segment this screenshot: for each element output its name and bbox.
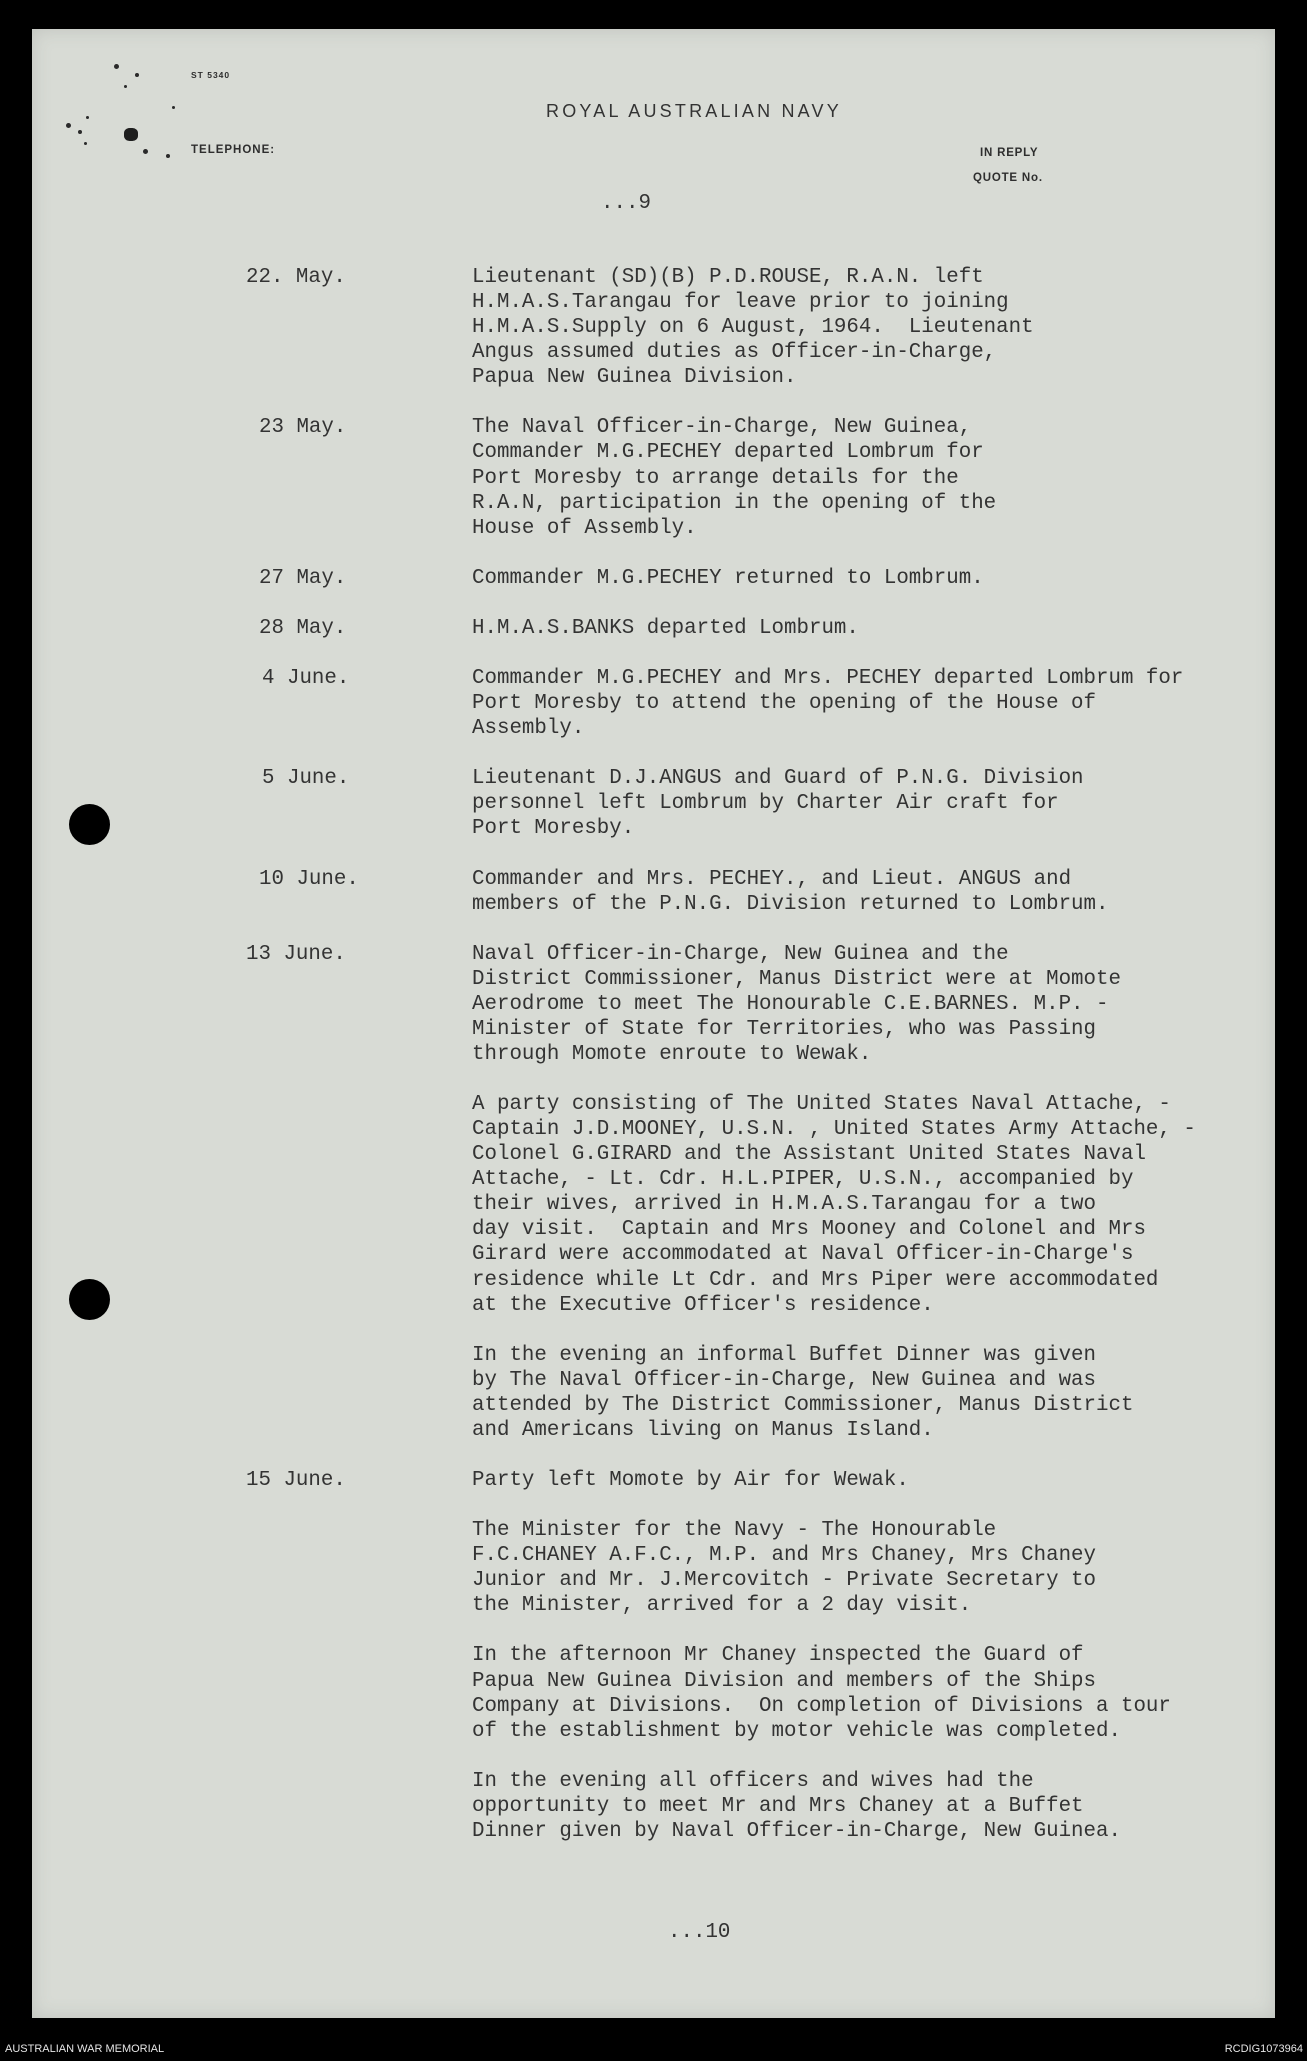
log-entry [32, 415, 1275, 540]
entry-paragraph [472, 1468, 1275, 1493]
text-line: the Minister, arrived for a 2 day visit. [472, 1594, 972, 1618]
text-line: Party left Momote by Air for Wewak. [472, 1469, 909, 1492]
text-line: Colonel G.GIRARD and the Assistant United States Naval [472, 1143, 1146, 1167]
text-line: In the evening an informal Buffet Dinner was given [472, 1343, 1097, 1367]
entry-date: 13 June. [246, 942, 346, 966]
text-line: Naval Officer-in-Charge, New Guinea and the [472, 942, 1009, 966]
log-entry [32, 666, 1275, 741]
entry-paragraph [472, 766, 1275, 841]
text-line: through Momote enroute to Wewak. [472, 1042, 872, 1066]
text-line: their wives, arrived in H.M.A.S.Tarangau for a two [472, 1193, 1097, 1217]
telephone-label: TELEPHONE: [191, 144, 276, 156]
text-line: Commander M.G.PECHEY and Mrs. PECHEY departed Lombrum for [472, 667, 1184, 690]
entry-paragraph [472, 566, 1275, 591]
entry-paragraph [472, 942, 1275, 1067]
letterhead-title: ROYAL AUSTRALIAN NAVY [546, 101, 842, 121]
log-entry [32, 616, 1275, 641]
text-line: F.C.CHANEY A.F.C., M.P. and Mrs Chaney, Mrs Chaney [472, 1544, 1097, 1568]
text-line: Commander M.G.PECHEY returned to Lombrum. [472, 566, 984, 590]
entry-paragraph [472, 666, 1275, 741]
log-entry [32, 1468, 1275, 1844]
entry-paragraph [472, 1343, 1275, 1443]
text-line: at the Executive Officer's residence. [472, 1293, 934, 1317]
text-line: The Naval Officer-in-Charge, New Guinea, [472, 416, 972, 440]
log-entry [32, 867, 1275, 917]
text-line: Captain J.D.MOONEY, U.S.N. , United States Army Attache, - [472, 1118, 1196, 1142]
entry-date: 4 June. [262, 667, 350, 690]
log-entries [32, 265, 1275, 1869]
text-line: In the afternoon Mr Chaney inspected the Guard of [472, 1644, 1084, 1668]
text-line: Papua New Guinea Division and members of the Ships [472, 1669, 1097, 1693]
text-line: Assembly. [472, 717, 585, 741]
punch-hole-upper [69, 804, 110, 845]
entry-date: 23 May. [259, 416, 347, 440]
text-line: Dinner given by Naval Officer-in-Charge, New Guinea. [472, 1819, 1121, 1843]
entry-date: 10 June. [259, 867, 359, 891]
text-line: R.A.N, participation in the opening of the [472, 491, 997, 515]
punch-hole-lower [69, 1279, 110, 1320]
text-line: District Commissioner, Manus District were at Momote [472, 967, 1121, 991]
text-line: Papua New Guinea Division. [472, 366, 797, 390]
entry-date: 5 June. [262, 767, 350, 791]
text-line: Port Moresby to attend the opening of the House of [472, 692, 1097, 716]
log-entry [32, 766, 1275, 841]
text-line: attended by The District Commissioner, Manus District [472, 1393, 1134, 1417]
page-continuation-marker: ...10 [668, 1921, 731, 1944]
text-line: H.M.A.S.Supply on 6 August, 1964. Lieutenant [472, 316, 1034, 340]
text-line: day visit. Captain and Mrs Mooney and Colonel and Mrs [472, 1218, 1146, 1242]
text-line: House of Assembly. [472, 516, 697, 540]
text-line: The Minister for the Navy - The Honourable [472, 1519, 997, 1543]
archive-reference: RCDIG1073964 [1224, 2043, 1303, 2055]
text-line: Lieutenant D.J.ANGUS and Guard of P.N.G. Division [472, 767, 1084, 791]
text-line: and Americans living on Manus Island. [472, 1418, 934, 1442]
text-line: Junior and Mr. J.Mercovitch - Private Secretary to [472, 1569, 1097, 1593]
text-line: H.M.A.S.Tarangau for leave prior to joining [472, 291, 1009, 315]
text-line: Port Moresby to arrange details for the [472, 466, 959, 490]
entry-paragraph [472, 1092, 1275, 1318]
form-number: ST 5340 [191, 70, 231, 80]
text-line: Minister of State for Territories, who was Passing [472, 1017, 1097, 1041]
text-line: A party consisting of The United States Naval Attache, - [472, 1093, 1171, 1117]
archive-credit: AUSTRALIAN WAR MEMORIAL [5, 2043, 165, 2055]
text-line: Angus assumed duties as Officer-in-Charge, [472, 341, 997, 365]
text-line: by The Naval Officer-in-Charge, New Guinea and was [472, 1368, 1097, 1392]
text-line: Attache, - Lt. Cdr. H.L.PIPER, U.S.N., accompanied by [472, 1168, 1134, 1192]
entry-paragraph [472, 1518, 1275, 1618]
text-line: personnel left Lombrum by Charter Air craft for [472, 792, 1059, 816]
text-line: opportunity to meet Mr and Mrs Chaney at a Buffet [472, 1794, 1084, 1818]
entry-paragraph [472, 415, 1275, 540]
text-line: Company at Divisions. On completion of Divisions a tour [472, 1694, 1171, 1718]
text-line: Lieutenant (SD)(B) P.D.ROUSE, R.A.N. left [472, 266, 984, 289]
text-line: Port Moresby. [472, 817, 635, 841]
text-line: Aerodrome to meet The Honourable C.E.BARNES. M.P. - [472, 992, 1109, 1016]
quote-number-label: QUOTE No. [973, 172, 1043, 184]
in-reply-label: IN REPLY [980, 147, 1039, 159]
text-line: residence while Lt Cdr. and Mrs Piper were accommodated [472, 1268, 1159, 1292]
entry-paragraph [472, 1643, 1275, 1743]
page-number-top: ...9 [601, 192, 651, 215]
entry-date: 27 May. [259, 566, 347, 590]
entry-paragraph [472, 265, 1275, 390]
text-line: members of the P.N.G. Division returned to Lombrum. [472, 892, 1109, 916]
text-line: Girard were accommodated at Naval Officer-in-Charge's [472, 1243, 1134, 1267]
entry-paragraph [472, 1769, 1275, 1844]
text-line: H.M.A.S.BANKS departed Lombrum. [472, 616, 859, 640]
entry-date: 15 June. [246, 1469, 346, 1492]
document-page [32, 29, 1275, 2018]
entry-paragraph [472, 616, 1275, 641]
log-entry [32, 566, 1275, 591]
text-line: of the establishment by motor vehicle was completed. [472, 1719, 1121, 1743]
entry-date: 28 May. [259, 616, 347, 640]
log-entry [32, 942, 1275, 1443]
text-line: Commander M.G.PECHEY departed Lombrum for [472, 441, 984, 465]
entry-date: 22. May. [246, 266, 346, 289]
text-line: In the evening all officers and wives had the [472, 1769, 1034, 1793]
entry-paragraph [472, 867, 1275, 917]
text-line: Commander and Mrs. PECHEY., and Lieut. ANGUS and [472, 867, 1072, 891]
log-entry [32, 265, 1275, 390]
